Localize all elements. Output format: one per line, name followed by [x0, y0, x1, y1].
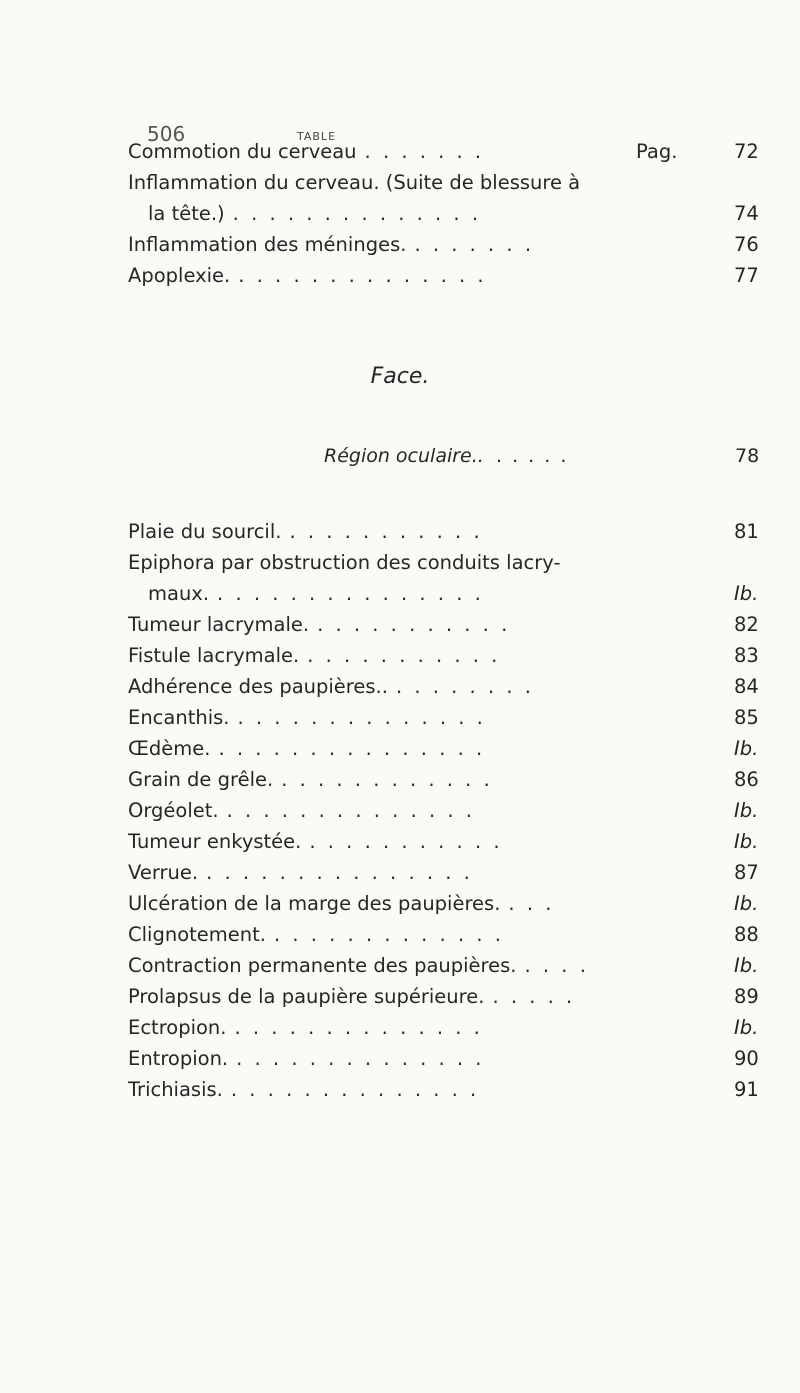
- toc-entry-label: maux.: [148, 582, 210, 605]
- toc-entry-label: Apoplexie.: [128, 264, 231, 287]
- dot-leader: . . . . .: [492, 985, 576, 1008]
- dot-leader: . . . . . . . . . . . . . .: [234, 1016, 483, 1039]
- section-title: Face.: [370, 364, 430, 389]
- toc-entry-label: Adhérence des paupières..: [128, 675, 388, 698]
- page-reference: Ib.: [734, 954, 759, 977]
- page-reference: Ib.: [734, 737, 759, 760]
- dot-leader: . . . . . . . . . . .: [289, 520, 483, 543]
- page-reference: 77: [734, 264, 759, 287]
- running-title: TABLE: [297, 130, 337, 143]
- subsection-page: 78: [735, 445, 760, 467]
- dot-leader: . . . . . . . .: [395, 675, 534, 698]
- toc-entry-label: Verrue.: [128, 861, 199, 884]
- toc-entry-label: Contraction permanente des paupières.: [128, 954, 517, 977]
- dot-leader: . . . . . . . . . . . . . . .: [217, 582, 484, 605]
- page-reference: 81: [734, 520, 759, 543]
- dot-leader: . . . . . . . . . . .: [317, 613, 511, 636]
- toc-entry-label: Fistule lacrymale.: [128, 644, 300, 667]
- page-reference: 87: [734, 861, 759, 884]
- toc-entry-label: Clignotement.: [128, 923, 266, 946]
- toc-entry-label: Tumeur enkystée.: [128, 830, 302, 853]
- page-number: 506: [147, 122, 186, 146]
- page-reference: 89: [734, 985, 759, 1008]
- toc-entry-label: Trichiasis.: [128, 1078, 223, 1101]
- dot-leader: . . . . . . .: [364, 140, 485, 163]
- toc-entry-label: la tête.): [148, 202, 225, 225]
- page-reference: 82: [734, 613, 759, 636]
- dot-leader: . . . . . . . . . . . . . . .: [206, 861, 473, 884]
- dot-leader: . . . . . . . . . . .: [307, 644, 501, 667]
- toc-entry-label: Prolapsus de la paupière supérieure.: [128, 985, 485, 1008]
- toc-entry-label: Œdème.: [128, 737, 211, 760]
- toc-entry-label: Entropion.: [128, 1047, 229, 1070]
- dot-leader: . . . . . . . . . . . . .: [273, 923, 504, 946]
- page-reference: 72: [734, 140, 759, 163]
- page-reference: Ib.: [734, 582, 759, 605]
- toc-entry-label: Encanthis.: [128, 706, 230, 729]
- dot-leader: . . . . . . . . . . . . . .: [236, 1047, 485, 1070]
- page-reference: Ib.: [734, 892, 759, 915]
- toc-entry-label: Inflammation des méninges.: [128, 233, 407, 256]
- dot-leader: . . . . . . . . . . . . . .: [237, 706, 486, 729]
- dot-leader: . . .: [508, 892, 555, 915]
- page-reference: 76: [734, 233, 759, 256]
- toc-entry-label: Ectropion.: [128, 1016, 227, 1039]
- toc-entry-label: Commotion du cerveau: [128, 140, 357, 163]
- toc-entry-label: Orgéolet.: [128, 799, 219, 822]
- page-reference: Ib.: [734, 799, 759, 822]
- dot-leader: . . . . . . . . . . . . . .: [238, 264, 487, 287]
- page-reference: 88: [734, 923, 759, 946]
- page-reference: 90: [734, 1047, 759, 1070]
- page-reference: 83: [734, 644, 759, 667]
- dot-leader: . . . . . . . . . . . .: [281, 768, 493, 791]
- toc-entry-label: Ulcération de la marge des paupières.: [128, 892, 501, 915]
- dot-leader: . . . . . . .: [414, 233, 535, 256]
- page-reference: 85: [734, 706, 759, 729]
- dot-leader: . . . . . . . . . . . . . .: [232, 202, 482, 225]
- toc-entry-label: Grain de grêle.: [128, 768, 274, 791]
- dot-leader: . . . . . . . . . . .: [309, 830, 503, 853]
- page-reference: 91: [734, 1078, 759, 1101]
- dot-leader: . . . .: [524, 954, 589, 977]
- page-reference: 84: [734, 675, 759, 698]
- pag-label: Pag.: [636, 140, 678, 163]
- dot-leader: . . . . . . . . . . . . . .: [230, 1078, 480, 1101]
- page-reference: 74: [734, 202, 759, 225]
- page-reference: Ib.: [734, 830, 759, 853]
- dot-leader: . . . . . . . . . . . . . .: [226, 799, 475, 822]
- dot-leader: . . . . . . . . . . . . . . .: [218, 737, 486, 760]
- subsection-title: Région oculaire..: [324, 445, 484, 467]
- page-reference: Ib.: [734, 1016, 759, 1039]
- toc-entry-label: Plaie du sourcil.: [128, 520, 282, 543]
- subsection-leader: . . . . .: [496, 445, 569, 467]
- page-reference: 86: [734, 768, 759, 791]
- toc-entry-label: Inflammation du cerveau. (Suite de blessure à: [128, 171, 581, 194]
- toc-entry-label: Epiphora par obstruction des conduits lacry-: [128, 551, 561, 574]
- toc-entry-label: Tumeur lacrymale.: [128, 613, 310, 636]
